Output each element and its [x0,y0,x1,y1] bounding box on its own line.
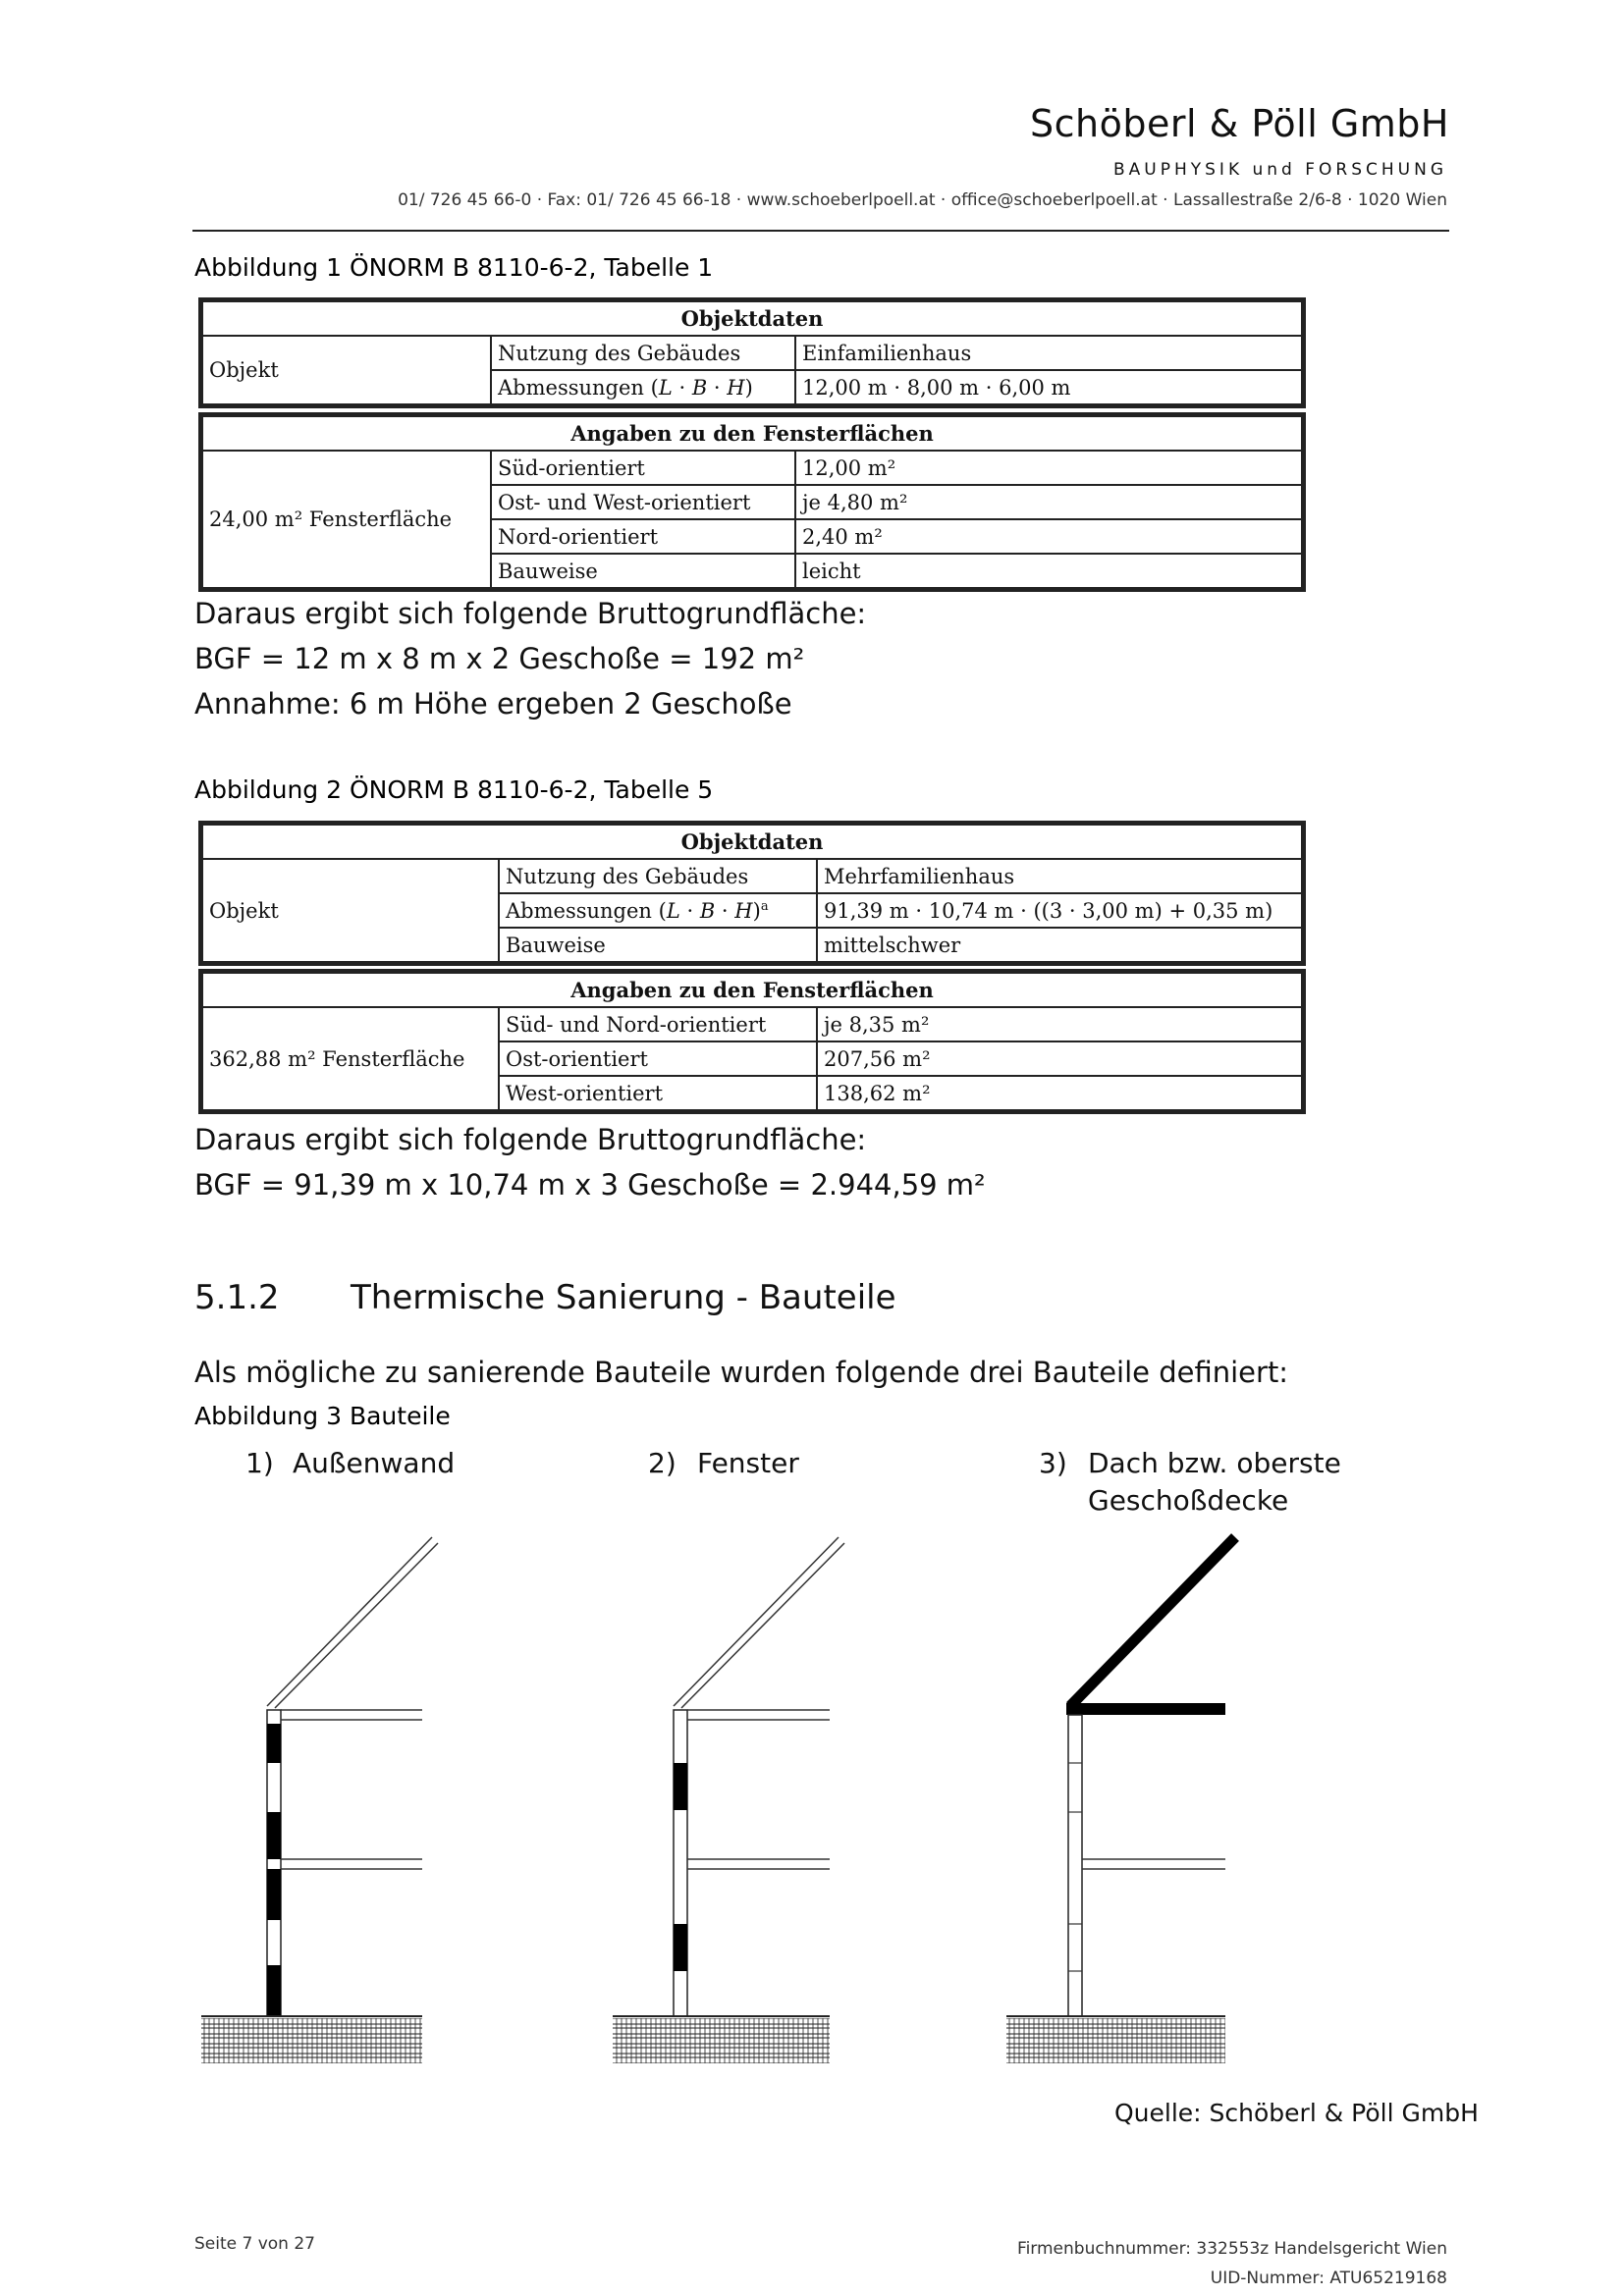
table-cell: Süd-orientiert [491,451,795,485]
table-cell: Nutzung des Gebäudes [491,336,795,370]
table-cell: Ost- und West-orientiert [491,485,795,519]
bauteil-1-label: Außenwand [293,1447,456,1479]
table-cell: 12,00 m² [795,451,1302,485]
table-cell: je 8,35 m² [817,1007,1302,1041]
bauteil-3-number: 3) [1039,1447,1067,1479]
row-label: 24,00 m² Fensterfläche [202,451,491,588]
table-cell: Bauweise [499,928,817,962]
figure-2-caption: Abbildung 2 ÖNORM B 8110-6-2, Tabelle 5 [194,775,714,804]
section-intro: Als mögliche zu sanierende Bauteile wurden folgende drei Bauteile definiert: [194,1356,1289,1389]
table-cell: leicht [795,554,1302,588]
register-number: Firmenbuchnummer: 332553z Handelsgericht Wien [1017,2239,1447,2259]
table-cell: 207,56 m² [817,1041,1302,1076]
uid-number: UID-Nummer: ATU65219168 [1210,2269,1447,2288]
table-cell: 91,39 m · 10,74 m · ((3 · 3,00 m) + 0,35 m) [817,893,1302,928]
table-cell: 2,40 m² [795,519,1302,554]
bauteil-3-label: Dach bzw. oberste [1088,1447,1341,1479]
table-cell: je 4,80 m² [795,485,1302,519]
table-cell: Einfamilienhaus [795,336,1302,370]
section-title: Thermische Sanierung - Bauteile [351,1278,896,1317]
bauteil-1-number: 1) [245,1447,274,1479]
paragraph: Daraus ergibt sich folgende Bruttogrundfläche: [194,1123,867,1156]
table-cell: Abmessungen (L · B · H) [491,370,795,404]
figure-3-caption: Abbildung 3 Bauteile [194,1402,451,1430]
table-header: Angaben zu den Fensterflächen [202,416,1302,451]
bauteil-2-number: 2) [648,1447,677,1479]
row-label: 362,88 m² Fensterfläche [202,1007,499,1110]
table-cell: Süd- und Nord-orientiert [499,1007,817,1041]
bauteil-2-label: Fenster [697,1447,799,1479]
figure-1-caption: Abbildung 1 ÖNORM B 8110-6-2, Tabelle 1 [194,253,714,282]
contact-line: 01/ 726 45 66-0 · Fax: 01/ 726 45 66-18 · www.schoeberlpoell.at · office@schoeberlpoell.at · Lassallestraße 2/6-8 · 1020 Wien [398,190,1447,210]
table-cell: 12,00 m · 8,00 m · 6,00 m [795,370,1302,404]
table-cell: Mehrfamilienhaus [817,859,1302,893]
row-label: Objekt [202,336,491,404]
table-cell: Nutzung des Gebäudes [499,859,817,893]
page-number: Seite 7 von 27 [194,2234,315,2254]
table-cell: 138,62 m² [817,1076,1302,1110]
drawing-aussenwand [201,1537,438,2063]
paragraph: Annahme: 6 m Höhe ergeben 2 Geschoße [194,687,792,721]
company-name: Schöberl & Pöll GmbH [1030,102,1449,145]
table-header: Objektdaten [202,825,1302,859]
table-header: Objektdaten [202,301,1302,336]
table-cell: mittelschwer [817,928,1302,962]
footer-registration [1017,2234,1447,2293]
paragraph: BGF = 12 m x 8 m x 2 Geschoße = 192 m² [194,642,805,675]
drawing-dach [1006,1537,1235,2063]
table-cell: West-orientiert [499,1076,817,1110]
paragraph: Daraus ergibt sich folgende Bruttogrundfläche: [194,597,867,630]
table-cell: Abmessungen $(L \cdot B \cdot H)^a$ [499,893,817,928]
table-cell: Ost-orientiert [499,1041,817,1076]
section-number: 5.1.2 [194,1278,280,1317]
row-label: Objekt [202,859,499,962]
table-header: Angaben zu den Fensterflächen [202,973,1302,1007]
figure-source: Quelle: Schöberl & Pöll GmbH [1114,2099,1479,2127]
bauteil-3-label-line2: Geschoßdecke [1088,1484,1289,1517]
company-tagline: BAUPHYSIK und FORSCHUNG [1112,160,1447,180]
table-cell: Nord-orientiert [491,519,795,554]
drawing-fenster [613,1537,844,2063]
table-cell: Bauweise [491,554,795,588]
paragraph: BGF = 91,39 m x 10,74 m x 3 Geschoße = 2.944,59 m² [194,1168,986,1201]
